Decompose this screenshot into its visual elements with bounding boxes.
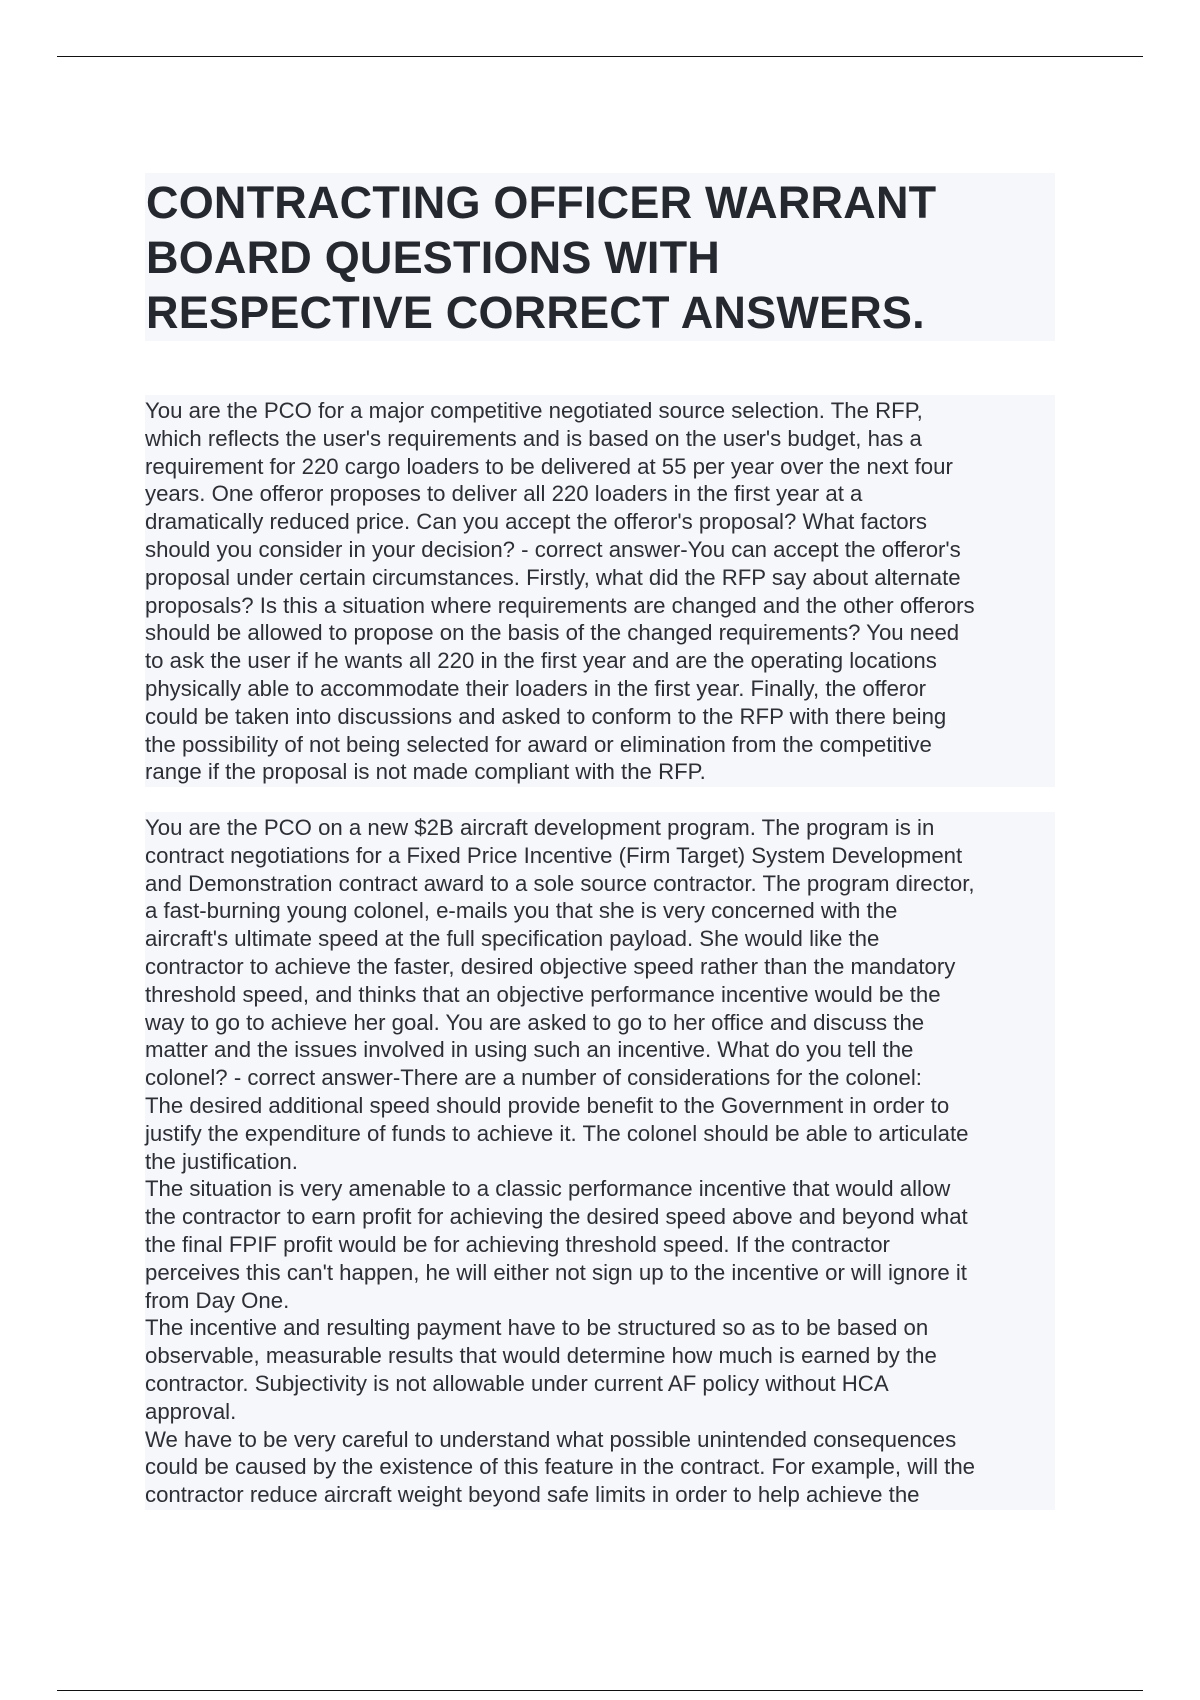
question-answer-text: You are the PCO for a major competitive negotiated source selection. The RFP, which reflects the user's requirements and is based on the user's budget, has a requirement for 220 cargo loaders to be delivered at 55 per year over the next four years. One offeror proposes to deliver all 220 loaders in the first year at a dramatically reduced price. Can you accept the offeror's proposal? What factors should you consider in your decision? - correct answer-You can accept the offeror's proposal under certain circumstances. Firstly, what did the RFP say about alternate proposals? Is this a situation where requirements are changed and the other offerors should be allowed to propose on the basis of the changed requirements? You need to ask the user if he wants all 220 in the first year and are the operating locations physically able to accommodate their loaders in the first year. Finally, the offeror could be taken into discussions and asked to conform to the RFP with there being the possibility of not being selected for award or elimination from the competitive range if the proposal is not made compliant with the RFP.: [145, 398, 975, 785]
top-rule: [57, 56, 1143, 57]
question-answer-text: You are the PCO on a new $2B aircraft development program. The program is in contract negotiations for a Fixed Price Incentive (Firm Target) System Development and Demonstration contract award to a sole source contractor. The program director, a fast-burning young colonel, e-mails you that she is very concerned with the aircraft's ultimate speed at the full specification payload. She would like the contractor to achieve the faster, desired objective speed rather than the mandatory threshold speed, and thinks that an objective performance incentive would be the way to go to achieve her goal. You are asked to go to her office and discuss the matter and the issues involved in using such an incentive. What do you tell the colonel? - correct answer-There are a number of considerations for the colonel: The desired additional speed should provide benefit to the Government in order to justify the expenditure of funds to achieve it. The colonel should be able to articulate the justification. The situation is very amenable to a classic performance incentive that would allow the contractor to earn profit for achieving the desired speed above and beyond what the final FPIF profit would be for achieving threshold speed. If the contractor perceives this can't happen, he will either not sign up to the incentive or will ignore it from Day One. The incentive and resulting payment have to be structured so as to be based on observable, measurable results that would determine how much is earned by the contractor. Subjectivity is not allowable under current AF policy without HCA approval. We have to be very careful to understand what possible unintended consequences could be caused by the existence of this feature in the contract. For example, will the contractor reduce aircraft weight beyond safe limits in order to help achieve the: [145, 815, 976, 1508]
document-title: CONTRACTING OFFICER WARRANT BOARD QUESTIONS WITH RESPECTIVE CORRECT ANSWERS.: [146, 177, 937, 338]
bottom-rule: [57, 1690, 1143, 1691]
question-block-1: [145, 395, 1055, 787]
question-block-2: [145, 812, 1055, 1510]
title-block: [145, 173, 1055, 341]
